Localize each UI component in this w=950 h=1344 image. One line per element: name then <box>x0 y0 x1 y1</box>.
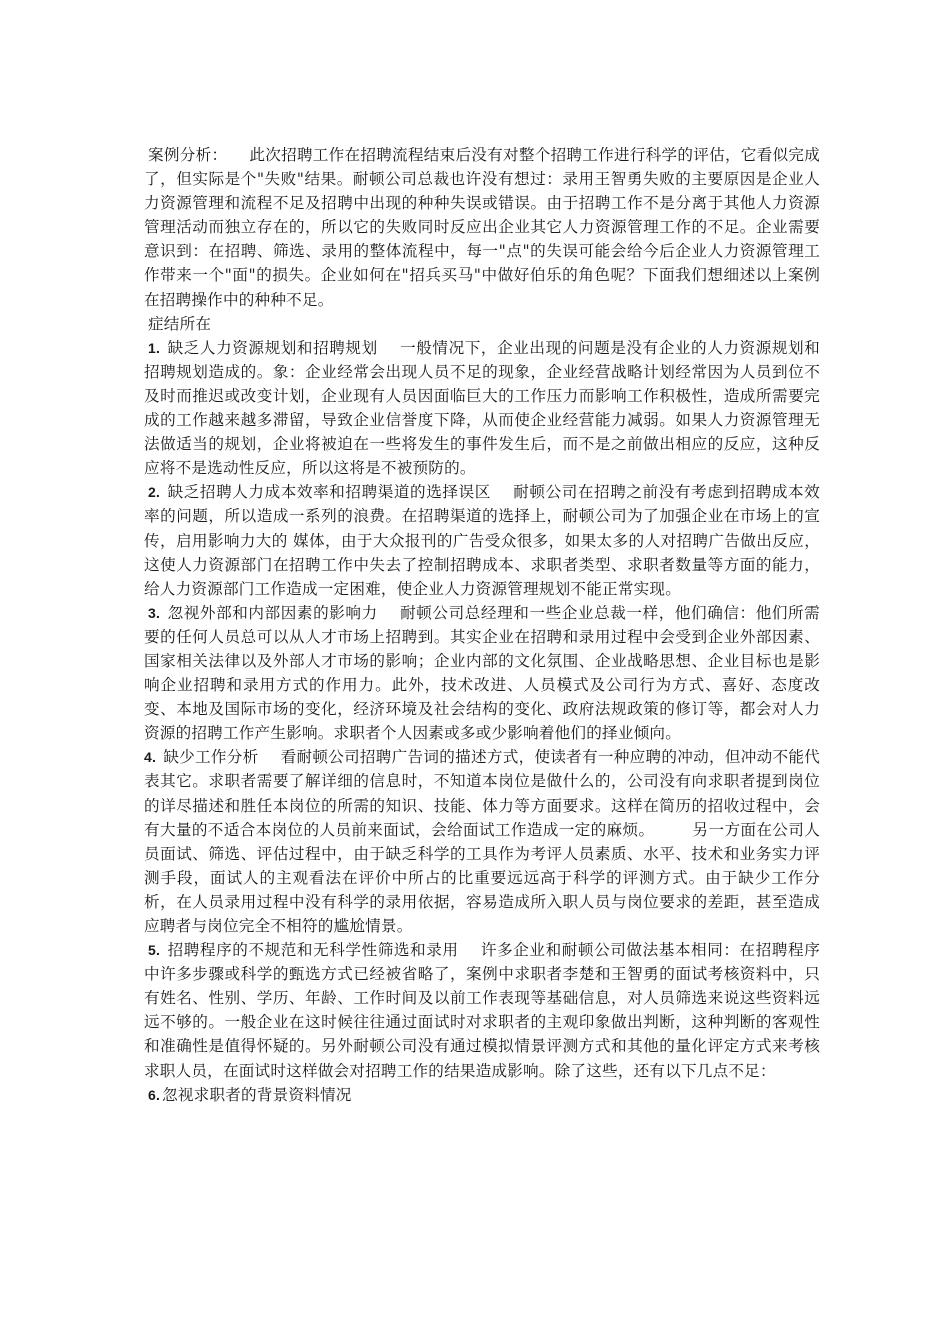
item-1 <box>144 336 820 481</box>
item-4-text: 看耐顿公司招聘广告词的描述方式，使读者有一种应聘的冲动，但冲动不能代表其它。求职者需要了解详细的信息时，不知道本岗位是做什么的，公司没有向求职者提到岗位的详尽描述和胜任本岗位的所需的知识、技能、体力等方面要求。这样在简历的招收过程中，会有大量的不适合本岗位的人员前来面试，会给面试工作造成一定的麻烦。 <box>144 748 820 839</box>
item-1-text: 一般情况下，企业出现的问题是没有企业的人力资源规划和招聘规划造成的。象：企业经常会出现人员不足的现象，企业经营战略计划经常因为人员到位不及时而推迟或改变计划，企业现有人员因面临巨大的工作压力而影响工作积极性，造成所需要完成的工作越来越多滞留，导致企业信誉度下降，从而使企业经营能力减弱。如果人力资源管理无法做适当的规划，企业将被迫在一些将发生的事件发生后，而不是之前做出相应的反应，这种反应将不是选动性反应，所以这将是不被预防的。 <box>144 338 820 478</box>
item-4-title: 缺少工作分析 <box>163 748 259 767</box>
intro-text: 此次招聘工作在招聘流程结束后没有对整个招聘工作进行科学的评估，它看似完成了，但实际是个"失败"结果。耐顿公司总裁也许没有想过：录用王智勇失败的主要原因是企业人力资源管理和流程不足及招聘中出现的种种失误或错误。由于招聘工作不是分离于其他人力资源管理活动而独立存在的，所以它的失败同时反应出企业其它人力资源管理工作的不足。企业需要意识到：在招聘、筛选、录用的整体流程中，每一"点"的失误可能会给今后企业人力资源管理工作带来一个"面"的损失。企业如何在"招兵买马"中做好伯乐的角色呢？下面我们想细述以上案例在招聘操作中的种种不足。 <box>144 146 820 309</box>
section-heading-text: 症结所在 <box>148 314 212 333</box>
intro-label: 案例分析： <box>148 146 228 164</box>
item-1-title: 缺乏人力资源规划和招聘规划 <box>167 338 378 357</box>
item-5-number: 5. <box>148 942 161 959</box>
item-2-number: 2. <box>148 484 161 501</box>
item-6-title: 忽视求职者的背景资料情况 <box>162 1085 352 1104</box>
item-2-title: 缺乏招聘人力成本效率和招聘渠道的选择误区 <box>167 483 491 502</box>
section-heading <box>144 312 820 336</box>
item-4 <box>144 745 820 938</box>
document-body <box>144 143 820 1107</box>
item-3 <box>144 601 820 746</box>
item-6-number: 6. <box>148 1086 161 1103</box>
item-3-text: 耐顿公司总经理和一些企业总裁一样，他们确信：他们所需要的任何人员总可以从人才市场上招聘到。其实企业在招聘和录用过程中会受到企业外部因素、国家相关法律以及外部人才市场的影响；企业内部的文化氛围、企业战略思想、企业目标也是影响企业招聘和录用方式的作用力。此外，技术改进、人员模式及公司行为方式、喜好、态度改变、本地及国际市场的变化，经济环境及社会结构的变化、政府法规政策的修订等，都会对人力资源的招聘工作产生影响。求职者个人因素或多或少影响着他们的择业倾向。 <box>144 603 820 743</box>
item-3-number: 3. <box>148 604 161 621</box>
item-6 <box>144 1083 820 1107</box>
item-4-number: 4. <box>144 749 157 766</box>
item-3-title: 忽视外部和内部因素的影响力 <box>167 603 378 622</box>
item-4-text-continued: 另一方面在公司人员面试、筛选、评估过程中，由于缺乏科学的工具作为考评人员素质、水平、技术和业务实力评测手段，面试人的主观看法在评价中所占的比重要远远高于科学的评测方式。由于缺少工作分析，在人员录用过程中没有科学的录用依据，容易造成所入职人员与岗位要求的差距，甚至造成应聘者与岗位完全不相符的尴尬情景。 <box>144 820 820 935</box>
intro-paragraph <box>144 143 820 312</box>
item-1-number: 1. <box>148 339 161 356</box>
item-5-title: 招聘程序的不规范和无科学性筛选和录用 <box>167 941 459 960</box>
item-5 <box>144 938 820 1083</box>
item-2-text: 耐顿公司在招聘之前没有考虑到招聘成本效率的问题，所以造成一系列的浪费。在招聘渠道的选择上，耐顿公司为了加强企业在市场上的宣传，启用影响力大的 媒体，由于大众报刊的广告受众很多，如果太多的人对招聘广告做出反应，这使人力资源部门在招聘工作中失去了控制招聘成本、求职者类型、求职者数量等方面的能力，给人力资源部门工作造成一定困难，使企业人力资源管理规划不能正常实现。 <box>144 483 820 598</box>
item-5-text: 许多企业和耐顿公司做法基本相同：在招聘程序中许多步骤或科学的甄选方式已经被省略了，案例中求职者李楚和王智勇的面试考核资料中，只有姓名、性别、学历、年龄、工作时间及以前工作表现等基础信息，对人员筛选来说这些资料远远不够的。一般企业在这时候往往通过面试时对求职者的主观印象做出判断，这种判断的客观性和准确性是值得怀疑的。另外耐顿公司没有通过模拟情景评测方式和其他的量化评定方式来考核求职人员，在面试时这样做会对招聘工作的结果造成影响。除了这些，还有以下几点不足： <box>144 941 820 1080</box>
item-2 <box>144 480 820 600</box>
